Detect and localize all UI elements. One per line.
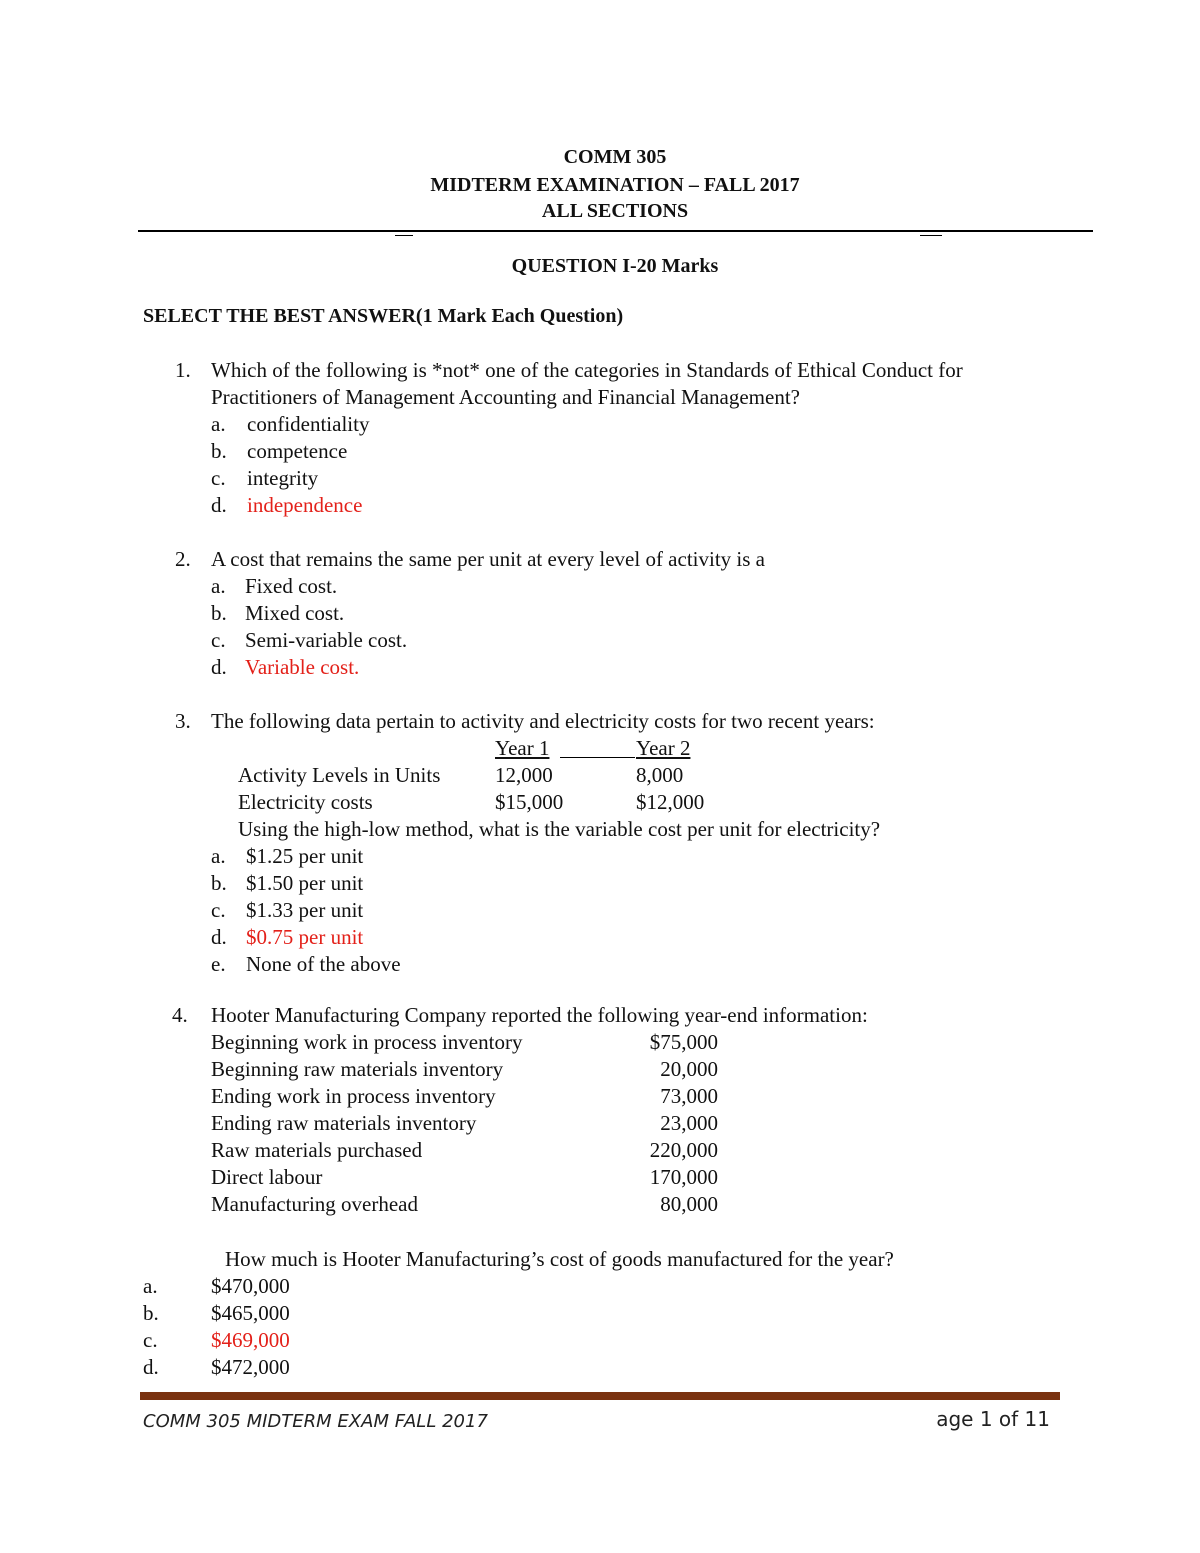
q2-number: 2. [175,547,191,571]
q4-row-label: Beginning raw materials inventory [211,1057,504,1081]
q4-line1: Hooter Manufacturing Company reported the following year-end information: [211,1003,868,1027]
q4-option-letter: a. [143,1274,158,1298]
q3-header-underline [560,757,635,758]
q3-option-a: $1.25 per unit [246,844,364,868]
q2-option-letter: a. [211,574,226,598]
q3-row-year2: 8,000 [636,763,684,787]
q3-row-label: Electricity costs [238,790,373,814]
q4-row-value: 170,000 [649,1165,718,1189]
q3-option-letter: c. [211,898,226,922]
header-rule [138,230,1093,232]
q3-option-e: None of the above [246,952,401,976]
q4-option-letter: c. [143,1328,158,1352]
q3-col-year1: Year 1 [495,736,550,760]
q4-row-value: $75,000 [649,1030,718,1054]
q3-option-c: $1.33 per unit [246,898,364,922]
q4-row-value: 73,000 [660,1084,718,1108]
q1-number: 1. [175,358,191,382]
q4-row-value: 23,000 [660,1111,718,1135]
instruction: SELECT THE BEST ANSWER(1 Mark Each Question) [143,305,624,327]
q3-option-b: $1.50 per unit [246,871,364,895]
q1-option-letter: d. [211,493,227,517]
q3-row-label: Activity Levels in Units [238,763,441,787]
q4-option-letter: d. [143,1355,159,1379]
q3-line1: The following data pertain to activity and electricity costs for two recent years: [211,709,875,733]
q1-option-letter: a. [211,412,226,436]
q4-option-letter: b. [143,1301,159,1325]
q2-option-d-answer: Variable cost. [245,655,360,679]
q2-option-letter: b. [211,601,227,625]
q4-option-a: $470,000 [211,1274,290,1298]
q1-option-letter: b. [211,439,227,463]
q3-option-letter: d. [211,925,227,949]
course-title: COMM 305 [563,146,667,168]
q1-line2: Practitioners of Management Accounting and Financial Management? [211,385,800,409]
q4-row-label: Ending work in process inventory [211,1084,496,1108]
q1-option-b: competence [247,439,348,463]
exam-title: MIDTERM EXAMINATION – FALL 2017 [430,174,800,196]
q3-row-year2: $12,000 [636,790,705,814]
footer-title: COMM 305 MIDTERM EXAM FALL 2017 [143,1411,488,1432]
q3-row-year1: $15,000 [495,790,564,814]
q2-option-b: Mixed cost. [245,601,345,625]
question-title: QUESTION I-20 Marks [511,255,719,277]
q4-row-value: 20,000 [660,1057,718,1081]
q4-row-value: 80,000 [660,1192,718,1216]
q4-row-label: Raw materials purchased [211,1138,423,1162]
header-rule-tick-left [395,235,413,236]
header-rule-tick-right [920,235,942,236]
q4-option-b: $465,000 [211,1301,290,1325]
q2-option-a: Fixed cost. [245,574,338,598]
q1-option-c: integrity [247,466,319,490]
q2-option-c: Semi-variable cost. [245,628,408,652]
q4-number: 4. [172,1003,188,1027]
q4-question: How much is Hooter Manufacturing’s cost of goods manufactured for the year? [225,1247,894,1271]
q3-row-year1: 12,000 [495,763,553,787]
q3-option-letter: b. [211,871,227,895]
q1-option-letter: c. [211,466,226,490]
q1-option-a: confidentiality [247,412,370,436]
q4-row-label: Direct labour [211,1165,323,1189]
q3-number: 3. [175,709,191,733]
q2-line1: A cost that remains the same per unit at every level of activity is a [211,547,765,571]
q3-question: Using the high-low method, what is the variable cost per unit for electricity? [238,817,881,841]
sections-title: ALL SECTIONS [541,200,689,222]
q2-option-letter: c. [211,628,226,652]
q3-option-d-answer: $0.75 per unit [246,925,364,949]
q3-col-year2: Year 2 [636,736,691,760]
page-number: age 1 of 11 [936,1407,1050,1431]
q3-option-letter: a. [211,844,226,868]
q3-option-letter: e. [211,952,226,976]
q4-row-label: Manufacturing overhead [211,1192,418,1216]
q1-line1: Which of the following is *not* one of the categories in Standards of Ethical Conduct for [211,358,963,382]
q4-row-label: Ending raw materials inventory [211,1111,477,1135]
footer-bar [140,1392,1060,1400]
q4-option-d: $472,000 [211,1355,290,1379]
q1-option-d-answer: independence [247,493,363,517]
q4-option-c-answer: $469,000 [211,1328,290,1352]
q2-option-letter: d. [211,655,227,679]
q4-row-label: Beginning work in process inventory [211,1030,523,1054]
q4-row-value: 220,000 [649,1138,718,1162]
